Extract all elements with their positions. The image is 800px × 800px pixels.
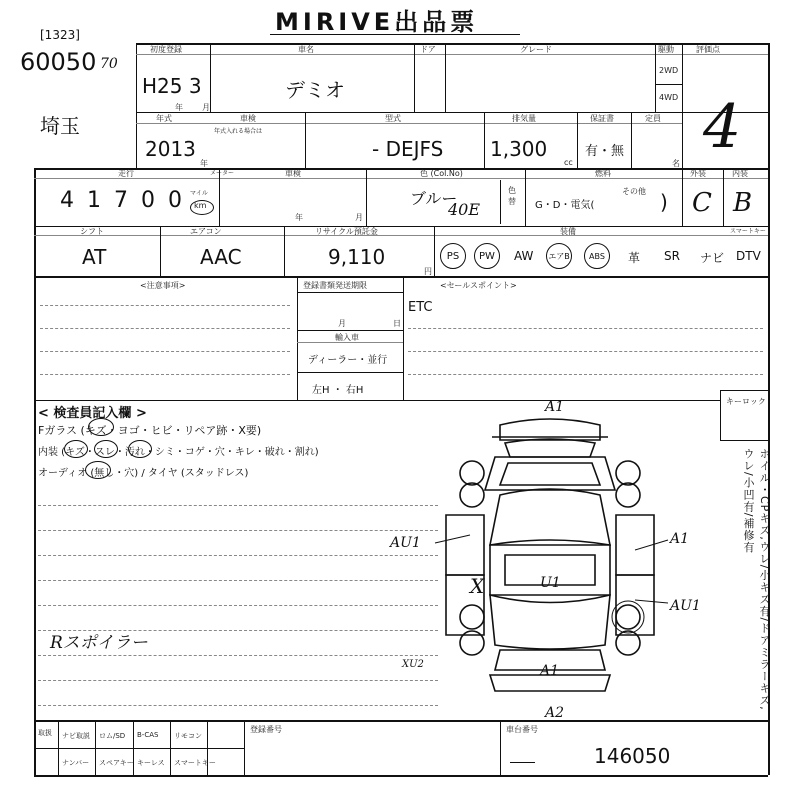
sales-value: ETC [408,300,433,315]
cc-unit: cc [564,158,573,167]
recycle-value: 9,110 [328,245,386,269]
footer-label-bottom: キーレス [137,759,165,767]
footer-label-top: B-CAS [137,731,159,739]
car-id-label: 車台番号 [506,725,538,734]
inspector-line-1: Fガラス (キズ・ヨゴ・ヒビ・リペア跡・X要) [38,424,262,437]
ac-label: エアコン [190,227,222,236]
mark-a1-rear: A1 [540,663,560,679]
yen-unit: 円 [424,267,432,276]
model-year-label: 年式 [156,114,172,123]
fuel-other: その他 [622,187,646,196]
model-label: 型式 [385,114,401,123]
color-value: ブルー [410,189,458,208]
capacity-label: 定員 [645,114,661,123]
first-reg-value: H25 3 [142,74,202,98]
equipment-option: PS [440,243,466,269]
drive-2wd: 2WD [659,66,679,75]
exterior-value: C [692,188,712,218]
mark-a2-bumper: A2 [545,705,565,720]
region: 埼玉 [40,114,80,138]
footer-label-bottom: ナンバー [62,759,90,767]
import-label: 輸入車 [335,333,359,342]
inspector-line-3: オーディオ (無し・穴) / タイヤ (スタッドレス) [38,468,249,479]
mark-x-left-door: X [470,574,485,598]
mileage-label: 走行 [118,169,134,178]
handle-value: 左H ・ 右H [312,385,364,396]
shift-value: AT [82,245,107,269]
mileage-unit-label: メーター [210,170,235,177]
fuel-close: ) [660,190,668,214]
interior-value: B [733,188,753,218]
inspection-sub: 年式入れる場合は [214,128,263,135]
color-label: 色 (Col.No) [420,169,463,178]
interior-label: 内装 [732,169,748,178]
color-code: 40E [448,200,481,219]
footer-label-top: 取扱 [38,729,52,737]
sales-label: <セールスポイント> [440,281,517,290]
displacement-value: 1,300 [490,137,548,161]
fuel-label: 燃料 [595,169,611,178]
footer-label-bottom: スマートキー [174,759,216,767]
keylock-label: キーロック [726,397,766,406]
grade-label: グレード [520,45,552,54]
car-name-label: 車名 [298,45,314,54]
equipment-label: 装備 [560,227,576,236]
car-condition-diagram [380,395,720,720]
equipment-option: 革 [628,251,641,265]
recycle-label: リサイクル預託金 [315,227,378,236]
sheet-title: MIRIVE出品票 [275,8,479,36]
car-name-value: デミオ [285,78,345,102]
drive-4wd: 4WD [659,93,679,102]
ac-value: AAC [200,245,242,269]
model-value: - DEJFS [372,137,444,161]
period-year-unit: 年 [295,213,303,222]
inspector-line-2: 内装 (キズ・スレ・汚れ・シミ・コゲ・穴・キレ・破れ・割れ) [38,447,319,458]
period-label: 車検 [285,169,301,178]
first-reg-month-unit: 月 [202,103,210,112]
model-year-unit: 年 [200,159,208,168]
lot-code: [1323] [40,28,80,42]
first-reg-label: 初度登録 [150,45,182,54]
car-id-value: 146050 [594,744,671,768]
mark-a1-front: A1 [545,399,565,415]
equipment-option: ABS [584,243,610,269]
lot-number: 60050 [20,48,97,76]
lot-suffix: 70 [100,56,118,72]
score-label: 評価点 [696,45,720,54]
import-value: ディーラー・並行 [308,355,388,366]
mark-a1-right: A1 [670,531,690,547]
model-year-value: 2013 [145,137,196,161]
score-value: 4 [703,92,742,162]
damage-side-text: ホイル・CPキズ,ウレ/小キズ有/ドアミラーキズ,ウレ/小凹有/補修有 [742,448,771,711]
footer-label-top: ナビ取説 [62,732,90,740]
warranty-label: 保証書 [590,114,614,123]
docs-day: 日 [393,319,401,328]
warranty-value: 有・無 [585,144,625,159]
equipment-option: SR [664,249,680,263]
docs-month: 月 [338,319,346,328]
color-change: 色替 [508,186,516,206]
drive-label: 駆動 [658,45,674,54]
inspector-title: < 検査員記入欄 > [38,406,147,421]
equipment-option: AW [514,249,534,263]
inspection-label: 車検 [240,114,256,123]
displacement-label: 排気量 [512,114,536,123]
docs-label: 登録書類発送期限 [303,281,367,290]
inspector-handwritten-note: Rスポイラー [50,633,148,653]
equipment-option: PW [474,243,500,269]
footer-label-top: リモコン [174,732,202,740]
fuel-value: G・D・電気( [535,200,595,211]
door-label: ドア [420,45,436,54]
first-reg-year-unit: 年 [175,103,183,112]
reg-number-label: 登録番号 [250,725,282,734]
footer-label-top: ロム/SD [99,732,126,740]
mileage-unit-mile: マイル [190,190,208,197]
shift-label: シフト [80,227,104,236]
mileage-value: 41700 [60,188,195,213]
mark-au1-left: AU1 [390,535,421,551]
remote-label: スマートキー [730,228,766,235]
capacity-unit: 名 [672,159,680,168]
mark-au1-right-rear: AU1 [670,598,701,614]
mark-xu2-left-rear: XU2 [402,659,424,670]
period-month-unit: 月 [355,213,363,222]
mark-u1-roof: U1 [540,575,561,591]
exterior-label: 外装 [690,169,706,178]
equipment-option: ナビ [700,251,725,265]
equipment-option: DTV [736,249,761,263]
equipment-option: エアB [546,243,572,269]
mileage-unit-km: km [194,201,207,210]
footer-label-bottom: スペアキー [99,759,134,767]
notes-label: <注意事項> [140,281,186,290]
